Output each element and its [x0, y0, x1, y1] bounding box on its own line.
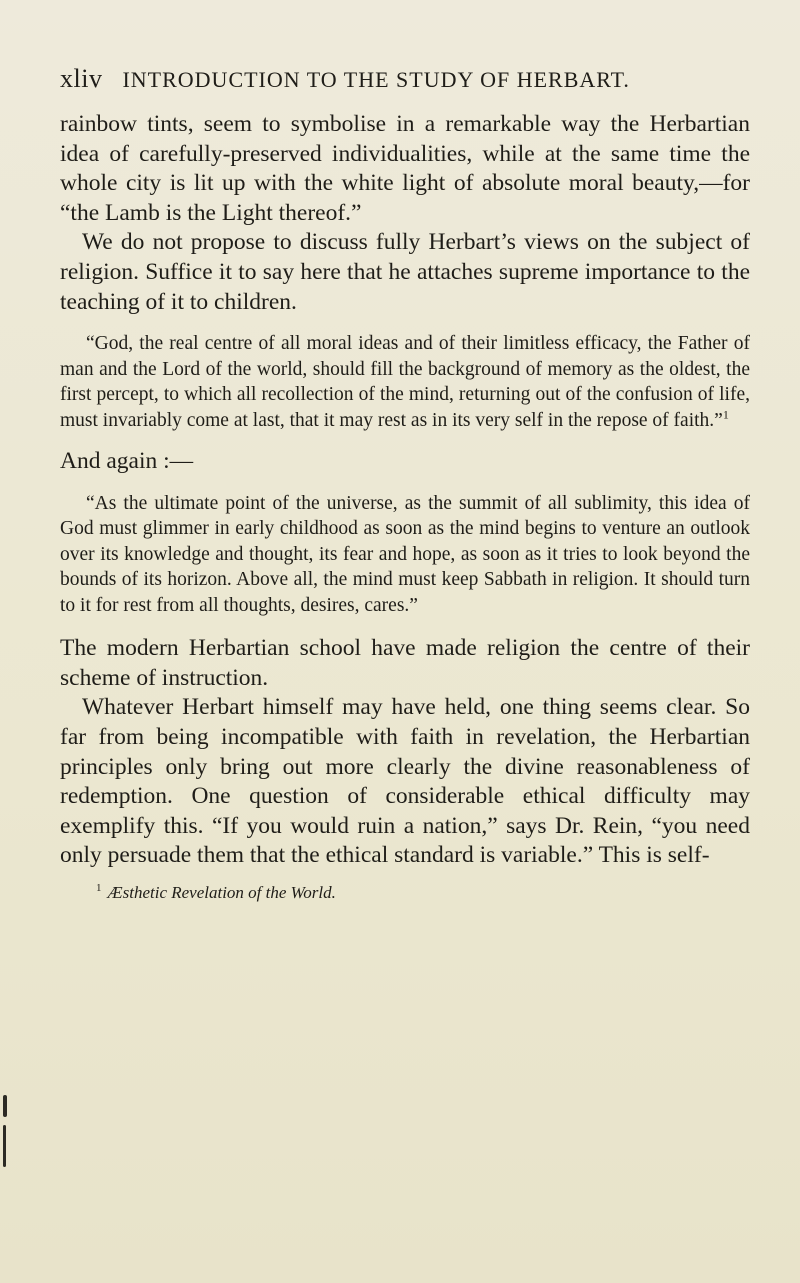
paragraph-modern-school: The modern Herbartian school have made religion the centre of their scheme of instruction. [60, 635, 750, 691]
page-number: xliv [60, 64, 103, 93]
paragraph-and-again: And again :— [60, 448, 194, 475]
block-quote-god [60, 331, 750, 433]
running-header [60, 64, 760, 94]
page-body [60, 110, 750, 903]
page-edge-mark [3, 1095, 7, 1117]
footnote-reference: 1 [722, 407, 729, 422]
block-quote-god-text: “God, the real centre of all moral ideas and of their limitless efficacy, the Father of man and the Lord of the world, should fill the background of memory as the oldest, the first percept, to which all recollection of the mind, returning out of the confusion of life, must invariably come at last, that it may rest as in its very self in the repose of faith.” [60, 333, 750, 431]
footnote-text: Æsthetic Revelation of the World. [107, 883, 336, 902]
block-quote-sublimity: “As the ultimate point of the universe, as the summit of all sublimity, this idea of God must glimmer in early childhood as soon as the mind begins to venture an outlook over its knowledge and thought, its fear and hope, as soon as it tries to look beyond the bounds of its horizon. Above all, the mind must keep Sabbath in religion. It should turn to it for rest from all thoughts, desires, cares.” [60, 492, 750, 616]
paragraph-religion-views: We do not propose to discuss fully Herbart’s views on the subject of religion. Suffice it to say here that he attaches supreme importance to the teaching of it to children. [60, 229, 750, 315]
page-edge-mark [3, 1125, 6, 1167]
paragraph-whatever-herbart: Whatever Herbart himself may have held, one thing seems clear. So far from being incompatible with faith in revelation, the Herbartian principles only bring out more clearly the divine reasonableness of redemption. One question of considerable ethical difficulty may exemplify this. “If you would ruin a nation,” says Dr. Rein, “you need only persuade them that the ethical standard is variable.” This is self- [60, 694, 750, 869]
running-title: INTRODUCTION TO THE STUDY OF HERBART. [122, 67, 630, 92]
footnote-number: 1 [96, 882, 102, 895]
paragraph-continuation: rainbow tints, seem to symbolise in a remarkable way the Herbartian idea of carefully-preserved individualities, while at the same time the whole city is lit up with the white light of absolute moral beauty,—for “the Lamb is the Light thereof.” [60, 111, 750, 226]
footnote [60, 883, 750, 903]
